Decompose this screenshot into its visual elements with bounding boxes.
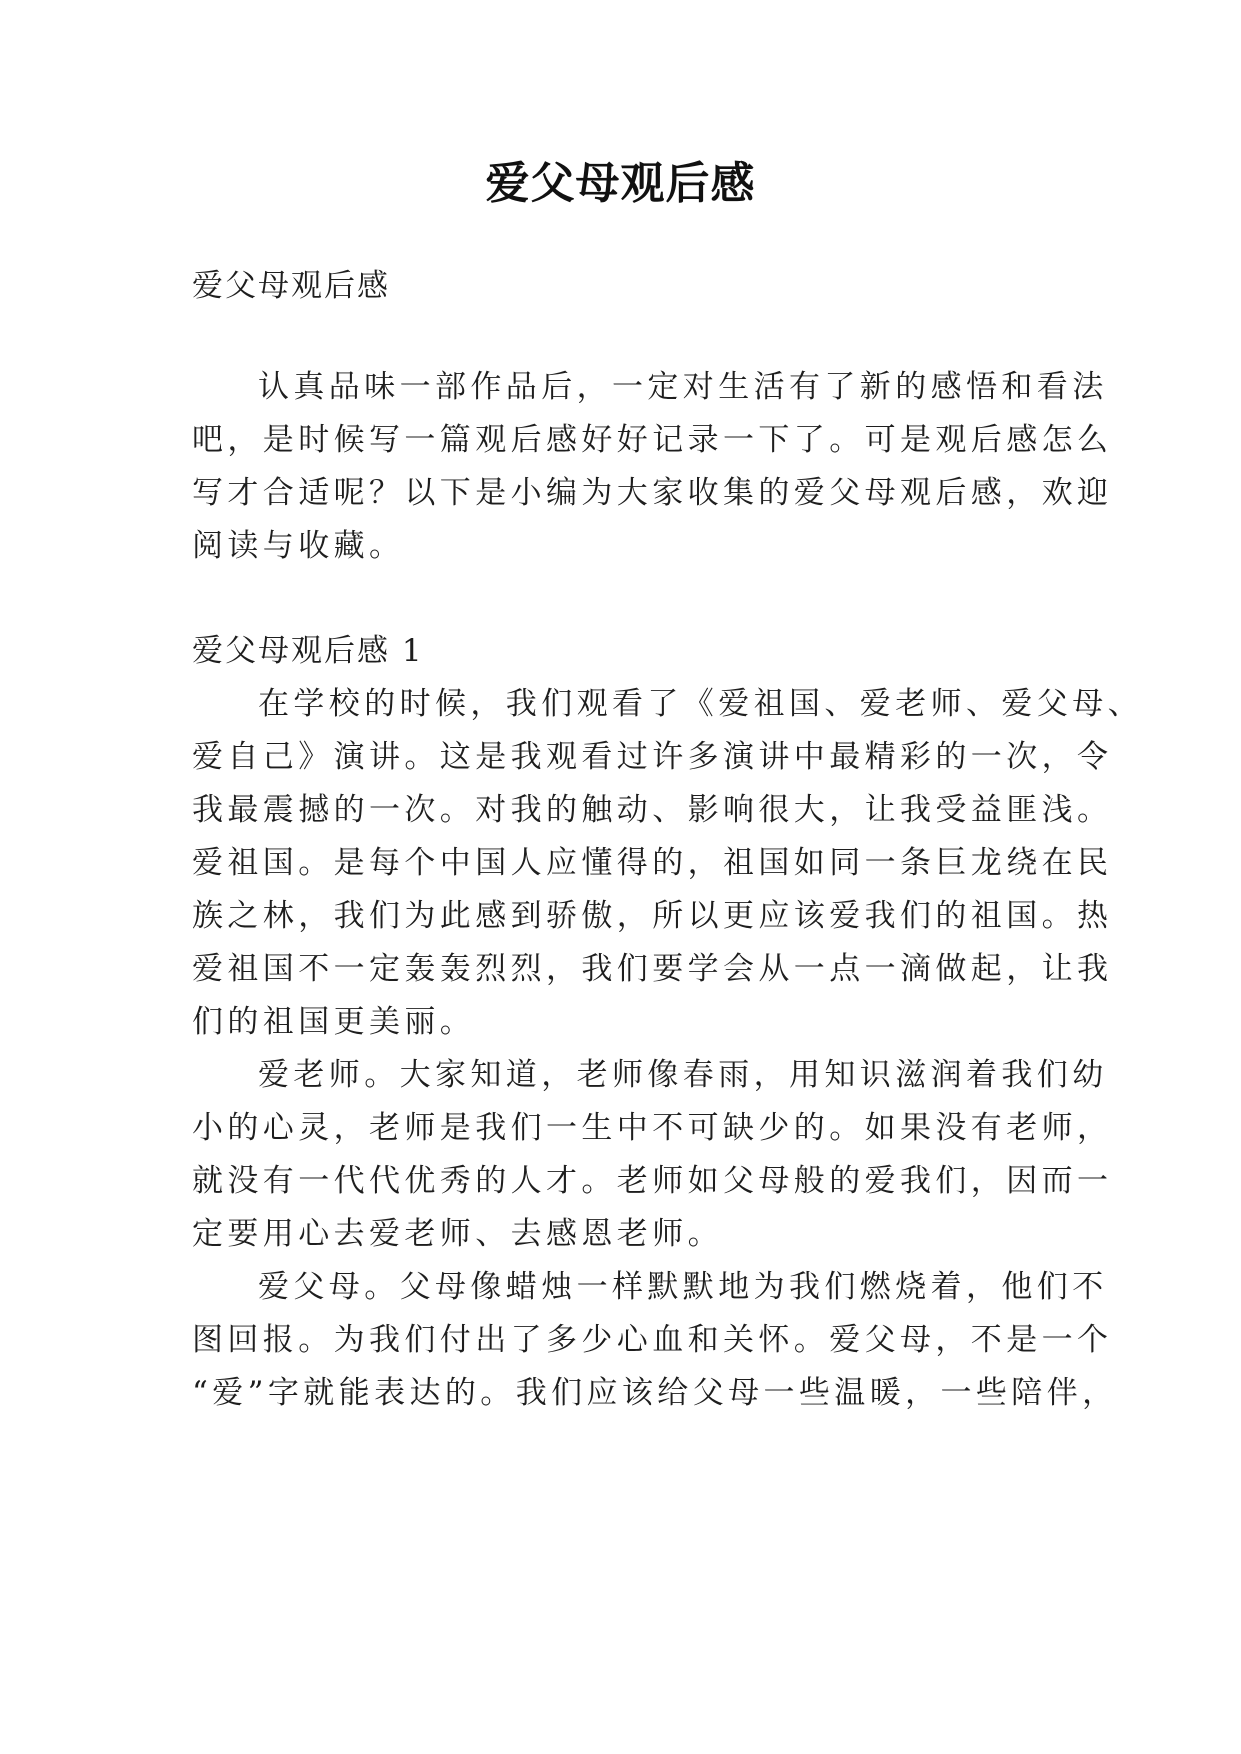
section-heading: 爱父母观后感 1 xyxy=(192,633,424,669)
text-line: 在学校的时候，我们观看了《爱祖国、爱老师、爱父母、 xyxy=(258,686,1143,722)
text-line: 小的心灵，老师是我们一生中不可缺少的。如果没有老师， xyxy=(192,1110,1113,1146)
text-line: 爱老师。大家知道，老师像春雨，用知识滋润着我们幼 xyxy=(258,1057,1108,1093)
text-line: 写才合适呢？以下是小编为大家收集的爱父母观后感，欢迎 xyxy=(192,475,1113,511)
text-line: 爱祖国。是每个中国人应懂得的，祖国如同一条巨龙绕在民 xyxy=(192,845,1113,881)
text-line: 们的祖国更美丽。 xyxy=(192,1004,476,1040)
text-line: 就没有一代代优秀的人才。老师如父母般的爱我们，因而一 xyxy=(192,1163,1113,1199)
page-title: 爱父母观后感 xyxy=(485,158,756,209)
text-line: 吧，是时候写一篇观后感好好记录一下了。可是观后感怎么 xyxy=(192,422,1113,458)
text-line: 阅读与收藏。 xyxy=(192,528,405,564)
text-line: 我最震撼的一次。对我的触动、影响很大，让我受益匪浅。 xyxy=(192,792,1113,828)
text-line: 爱父母。父母像蜡烛一样默默地为我们燃烧着，他们不 xyxy=(258,1269,1108,1305)
text-line: 认真品味一部作品后，一定对生活有了新的感悟和看法 xyxy=(258,369,1108,405)
text-line: 爱自己》演讲。这是我观看过许多演讲中最精彩的一次，令 xyxy=(192,739,1113,775)
text-line: 爱祖国不一定轰轰烈烈，我们要学会从一点一滴做起，让我 xyxy=(192,951,1113,987)
document-subtitle: 爱父母观后感 xyxy=(192,268,390,304)
text-line: 族之林，我们为此感到骄傲，所以更应该爱我们的祖国。热 xyxy=(192,898,1113,934)
text-line: “爱”字就能表达的。我们应该给父母一些温暖，一些陪伴， xyxy=(192,1375,1118,1411)
text-line: 图回报。为我们付出了多少心血和关怀。爱父母，不是一个 xyxy=(192,1322,1113,1358)
text-line: 定要用心去爱老师、去感恩老师。 xyxy=(192,1216,723,1252)
